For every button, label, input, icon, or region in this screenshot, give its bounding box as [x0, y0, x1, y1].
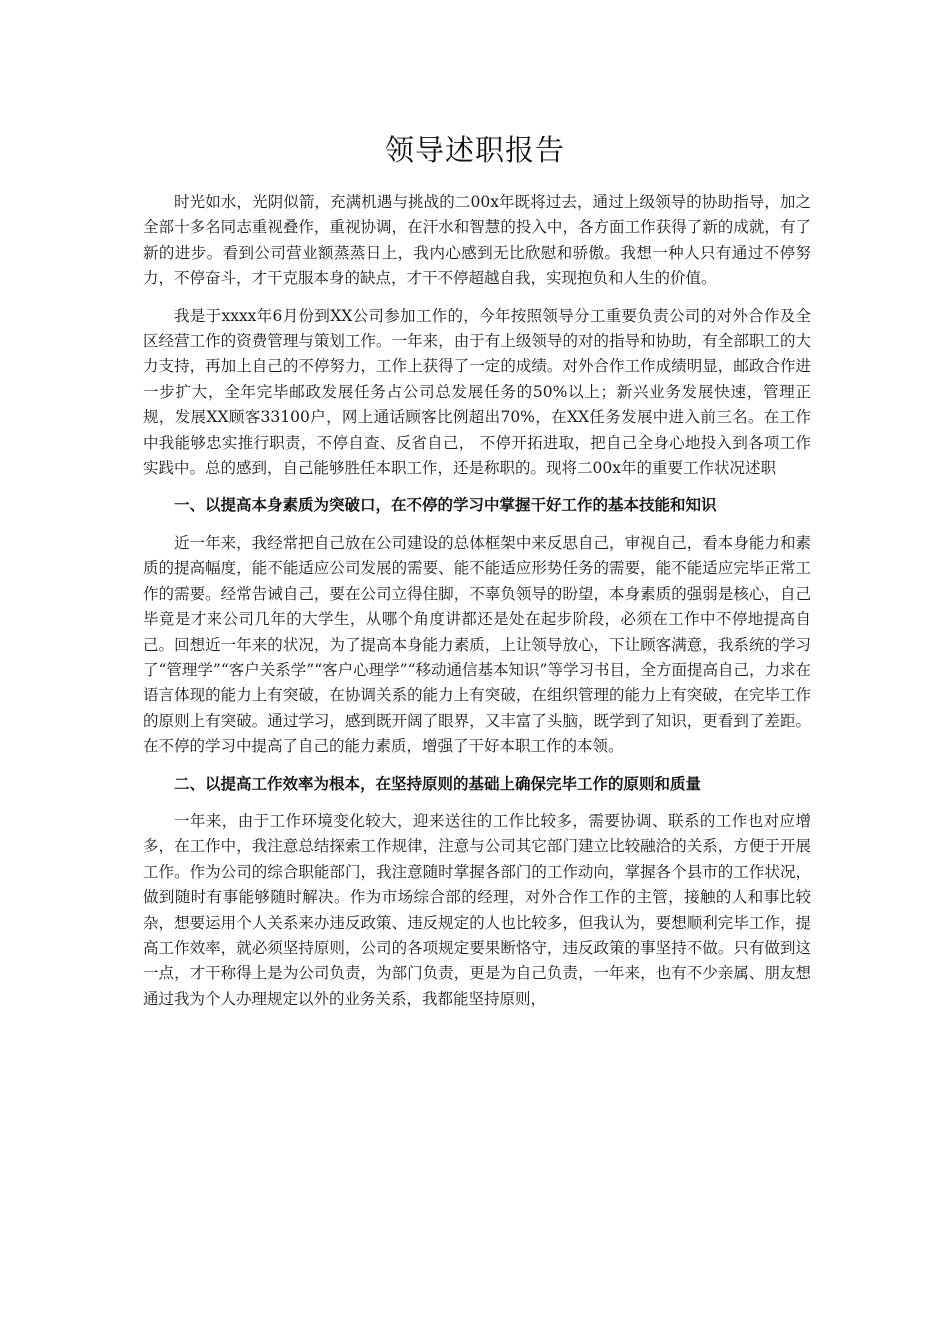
- document-body: [143, 190, 811, 1024]
- section-heading-1: 一、以提高本身素质为突破口，在不停的学习中掌握干好工作的基本技能和知识: [174, 496, 717, 515]
- paragraph-section-2: 一年来，由于工作环境变化较大，迎来送往的工作比较多，需要协调、联系的工作也对应增多，在工作中，我注意总结探索工作规律，注意与公司其它部门建立比较融洽的关系，方便于开展工作。作为公司的综合职能部门，我注意随时掌握各部门的工作动向，掌握各个县市的工作状况，做到随时有事能够随时解决。作为市场综合部的经理，对外合作工作的主管，接触的人和事比较杂，想要运用个人关系来办违反政策、违反规定的人也比较多，但我认为，要想顺利完毕工作，提高工作效率，就必须坚持原则，公司的各项规定要果断恪守，违反政策的事坚持不做。只有做到这一点，才干称得上是为公司负责，为部门负责，更是为自己负责，一年来，也有不少亲属、朋友想通过我为个人办理规定以外的业务关系，我都能坚持原则，: [143, 811, 811, 1008]
- paragraph-intro: 时光如水，光阴似箭，充满机遇与挑战的二00x年既将过去，通过上级领导的协助指导，加之全部十多名同志重视叠作，重视协调，在汗水和智慧的投入中，各方面工作获得了新的成就，有了新的进步。看到公司营业额蒸蒸日上，我内心感到无比欣慰和骄傲。我想一种人只有通过不停努力，不停奋斗，才干克服本身的缺点，才干不停超越自我，实现抱负和人生的价值。: [143, 193, 811, 288]
- paragraph-background: 我是于xxxx年6月份到XX公司参加工作的，今年按照领导分工重要负责公司的对外合作及全区经营工作的资费管理与策划工作。一年来，由于有上级领导的对的指导和协助，有全部职工的大力支持，再加上自己的不停努力，工作上获得了一定的成绩。对外合作工作成绩明显，邮政合作进一步扩大，全年完毕邮政发展任务占公司总发展任务的50%以上；新兴业务发展快速，管理正规，发展XX顾客33100户，网上通话顾客比例超出70%，在XX任务发展中进入前三名。在工作中我能够忠实推行职责，不停自查、反省自己， 不停开拓进取，把自己全身心地投入到各项工作实践中。总的感到，自己能够胜任本职工作，还是称职的。现将二00x年的重要工作状况述职: [143, 306, 811, 478]
- paragraph-section-1: 近一年来，我经常把自己放在公司建设的总体框架中来反思自己，审视自己，看本身能力和素质的提高幅度，能不能适应公司发展的需要、能不能适应形势任务的需要，能不能适应完毕正常工作的需要。经常告诫自己，要在公司立得住脚，不辜负领导的盼望，本身素质的强弱是核心，自己毕竟是才来公司几年的大学生，从哪个角度讲都还是处在起步阶段，必须在工作中不停地提高自己。回想近一年来的状况，为了提高本身能力素质，上让领导放心，下让顾客满意，我系统的学习了“管理学”“客户关系学”“客户心理学”“移动通信基本知识”等学习书目，全方面提高自己，力求在语言体现的能力上有突破，在协调关系的能力上有突破，在组织管理的能力上有突破，在完毕工作的原则上有突破。通过学习，感到既开阔了眼界，又丰富了头脑，既学到了知识，更看到了差距。在不停的学习中提高了自己的能力素质，增强了干好本职工作的本领。: [143, 533, 811, 756]
- document-title: 领导述职报告: [384, 133, 565, 167]
- section-heading-2: 二、以提高工作效率为根本，在坚持原则的基础上确保完毕工作的原则和质量: [174, 774, 702, 793]
